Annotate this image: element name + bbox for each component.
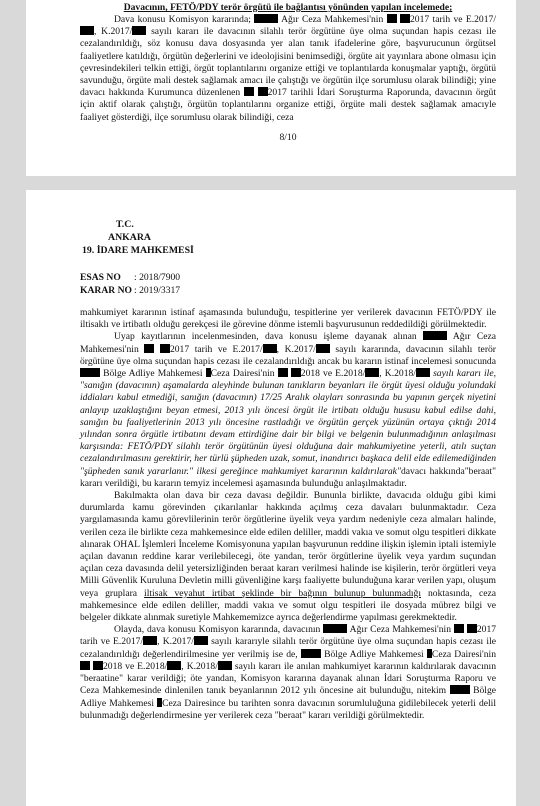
redaction-block (143, 636, 157, 645)
court-name: 19. İDARE MAHKEMESİ (82, 245, 194, 256)
text-segment: K.2018/ (384, 368, 416, 380)
underlined-text: iltisak veyahut irtibat şeklinde bir bağının bulunup bulunmadığı (144, 587, 422, 599)
redaction-block (278, 368, 288, 377)
redaction-block (254, 14, 278, 23)
paragraph-intro: mahkumiyet kararının istinaf aşamasında bulunduğu, tespitlerine yer verilerek davacının FETÖ/PDY ile iltisaklı ve irtibatlı olduğu gerekçesi ile görevine dönme istemli başvurusunun reddedildiği görülmektedir. (80, 307, 496, 331)
page-number: 8/10 (279, 131, 297, 143)
karar-value: : 2019/3317 (134, 285, 181, 296)
redaction-block (194, 636, 208, 645)
text-segment: sayılı kararı ile davacının silahlı terör örgütüne üye olma suçundan hapis cezası ile cezalandırıldığı, söz konusu dava dosyasında yer alan tanık ifadelerine göre, başvurucunun örgütsel faaliyetlere katıldığı, örgütün değerlerini ve ideolojisini benimsediği, örgüte ait yayınlara abone olmasıı için çevresindekileri telkin ettiği, örgüt toplantılarını organize ettiği ve toplantılarda konuşmalar yaptığı, örgütü savunduğu, örgüte mali destek sağlamak amacı ile çalıştığı ve örgütün ilçe sorumlusu olarak bilindiği; yine davacı hakkında Kurumunca düzenlenen (80, 26, 496, 99)
redaction-block (167, 661, 181, 670)
esas-value: : 2018/7900 (134, 272, 181, 283)
karar-row (80, 284, 496, 297)
section-heading: Davacının, FETÖ/PDY terör örgütü ile bağlantısı yönünden yapılan incelemede; (123, 2, 453, 13)
redaction-block (454, 624, 464, 633)
document-page-top (26, 0, 516, 176)
text-segment: 2017 tarih ve E.2017/ (169, 343, 263, 355)
court-country: T.C. (116, 219, 134, 230)
text-segment: 2018 ve E.2018/ (102, 660, 168, 672)
redaction-block (160, 344, 170, 353)
redaction-block (218, 661, 232, 670)
text-segment: Ağır Ceza Mahkemesi'nin (349, 624, 451, 636)
text-segment: K.2017/ (101, 26, 133, 38)
redaction-block (144, 344, 154, 353)
redaction-block (244, 87, 254, 96)
text-segment: Ağır Ceza Mahkemesi'nin (80, 331, 496, 355)
court-city: ANKARA (108, 232, 151, 243)
redaction-block (400, 14, 410, 23)
paragraph-criminal-case (80, 490, 496, 624)
paragraph-assessment: Olayda, dava konusu Komisyon kararında, davacının Ağır Ceza Mahkemesi'nin 2017 tarih ve E.2017/ , K.2017/ sayılı kararıyle silahlı terör örgütüne üye olma suçundan hapis cezası ile cezalandırıldığı değerlendirilmesine yer verilmiş ise de, Bölge Adliye Mahkemesi Ceza Dairesi'nin 2018 ve E.2018/ , K.2018/ sayılı kararı ile anılan mahkumiyet kararının kaldırılarak davacının "beraatine" karar verildiği; öte yandan, Komisyon kararına dayanak alınan İdari Soruşturma Raporu ve Ceza Mahkemesinde dinlenilen tanık beyanlarının 2012 yılı öncesine ait bulunduğu, nitekim Bölge Adliye Mahkemesi Ceza Dairesince bu tarihten sonra davacının sorumluluğuna gidilebilecek yeterli delil bulunmadığı değerlendirmesine yer verilerek ceza "beraat" kararı verildiği görülmektedir. (80, 624, 497, 721)
redaction-block (80, 661, 90, 670)
text-segment: Ceza Dairesince bu tarihten sonra davacının sorumluluğuna gidilebilecek yeterli delil bulunmadığı değerlendirmesine yer verilerek ceza "beraat" kararı verildiği görülmektedir. (80, 697, 496, 721)
text-segment: sayılı kararı ile anılan mahkumiyet kararının kaldırılarak davacının "beraatine" karar verildiği; öte yandan, Komisyon kararına dayanak alınan İdari Soruşturma Raporu ve Ceza Mahkemesinde dinlenilen tanık beyanlarının 2012 yılı öncesine ait bulunduğu, nitekim (80, 660, 496, 697)
redaction-block (258, 87, 268, 96)
text-segment: K.2018/ (186, 660, 218, 672)
text-segment: noktasında, ceza mahkemesince elde edilen deliller, maddi vakıa ve somut olgu tespitleri ile dosyada mübrez bilgi ve belgeler dikkate alınmak suretiyle Mahkememizce ayrıca değerlendirme yapılması gerekmektedir. (80, 587, 496, 624)
redaction-block (423, 331, 447, 340)
text-segment: sayılı kararında, davacının silahlı terör örgütüne üye olma suçundan hapis cezası ile cezalandırıldığı ancak bu kararın istinaf incelemesi sonucunda (80, 343, 497, 367)
text-segment: Bölge Adliye Mahkemesi (80, 685, 496, 709)
text-segment: 2017 tarih ve E.2017/ (80, 624, 497, 648)
paragraph-commission-decision: Dava konusu Komisyon kararında; Ağır Ceza Mahkemesi'nin 2017 tarih ve E.2017/, K.2017/ sayılı kararı ile davacının silahlı terör örgütüne üye olma suçundan hapis cezası ile cezalandırıldığı, söz konusu dava dosyasında yer alan tanık ifadelerine göre, başvurucunun örgütsel faaliyetlere katıldığı, örgütün değerlerini ve ideolojisini benimsediği, örgüte ait yayınlara abone olmasıı için çevresindekileri telkin ettiği, örgüt toplantılarını organize ettiği ve toplantılarda konuşmalar yaptığı, örgütü savunduğu, örgüte mali destek sağlamak amacı ile çalıştığı ve örgütün ilçe sorumlusu olarak bilindiği; yine davacı hakkında Kurumunca düzenlenen 2017 tarihli İdari Soruşturma Raporunda, davacının örgüt için aktif olarak çalıştığı, örgütün toplantılarını organize ettiği, örgüte mali destek sağlamak amacıyle faaliyet gösterdiği, ilçe sorumlusu olarak bilindiği, ceza (80, 14, 496, 123)
text-segment: sayılı kararıyle silahlı terör örgütüne üye olma suçundan hapis cezası ile cezalandırıldığı değerlendirilmesine yer verilmiş ise de, (80, 636, 497, 660)
redaction-block (450, 685, 470, 694)
redaction-block (365, 368, 379, 377)
redaction-block (93, 661, 103, 670)
text-segment: 2017 tarihli İdari Soruşturma Raporunda, davacının örgüt için aktif olarak çalıştığı, örgütün toplantılarını organize ettiği, örgüte mali destek sağlamak amacıyle faaliyet gösterdiği, ilçe sorumlusu olarak bilindiği, ceza (80, 87, 496, 123)
redaction-block (467, 624, 477, 633)
quoted-ruling: sayılı kararı ile, "sanığın (davacının) aşamalarda aleyhinde bulunan tanıkların beyanları ile örgüt üyesi olduğu yolundaki iddiaları kabul etmediği, sanığın (davacının) 17/25 Aralık olayları sonrasında bu yapının gerçek niyetini anlayıp uzaklaştığını beyan etmesi, 2013 yılı öncesi örgüt ile irtibatı olduğu hususu kabul edilse dahi, sanığın bu faaliyetlerinin 2013 yılı öncesine rastladığı ve örgütün gerçek yüzünün ortaya çıktığı 2014 yılından sonra örgütle irtibatını devam ettirdiğine dair bir bilgi ve belgenin bulunmadığının anlaşılması karşısında: FETÖ/PDY silahlı terör örgütünün üyesi olduğuna dair mahkumiyetine yeterli, atılı suçtan cezalandırılmasını gerektirir, her türlü şüpheden uzak, somut, inandırıcı başkaca delil elde edilemediğinden "şüpheden sanık yararlanır." ilkesi gereğince mahkumiyet kararının kaldırılarak" (80, 368, 496, 477)
paragraph-uyap-review: Uyap kayıtlarının incelenmesinden, dava konusu işleme dayanak alınan Ağır Ceza Mahkemesi'nin 2017 tarih ve E.2017/ , K.2017/ sayılı kararında, davacının silahlı terör örgütüne üye olma suçundan hapis cezası ile cezalandırıldığı ancak bu kararın istinaf incelemesi sonucunda Bölge Adliye Mahkemesi Ceza Dairesi'nin 2018 ve E.2018/ , K.2018/ sayılı kararı ile, "sanığın (davacının) aşamalarda aleyhinde bulunan tanıkların beyanları ile örgüt üyesi olduğu yolundaki iddiaları kabul etmediği, sanığın (davacının) 17/25 Aralık olayları sonrasında bu yapının gerçek niyetini anlayıp uzaklaştığını beyan etmesi, 2013 yılı öncesi örgüt ile irtibatı olduğu hususu kabul edilse dahi, sanığın bu faaliyetlerinin 2013 yılı öncesine rastladığı ve örgütün gerçek yüzünün ortaya çıktığı 2014 yılından sonra örgütle irtibatını devam ettirdiğine dair bir bilgi ve belgenin bulunmadığının anlaşılması karşısında: FETÖ/PDY silahlı terör örgütünün üyesi olduğuna dair mahkumiyetine yeterli, atılı suçtan cezalandırılmasını gerektirir, her türlü şüpheden uzak, somut, inandırıcı başkaca delil elde edilemediğinden "şüpheden sanık yararlanır." ilkesi gereğince mahkumiyet kararının kaldırılarak"davacı hakkında"beraat" kararı verildiği, bu kararın temyiz incelemesi aşamasında bulunduğu anlaşılmaktadır. (80, 331, 497, 489)
text-segment: Bölge Adliye Mahkemesi (324, 648, 424, 660)
redaction-block (416, 368, 430, 377)
redaction-block (316, 344, 330, 353)
redaction-block (323, 624, 347, 633)
redaction-block (132, 26, 146, 35)
text-segment: Uyap kayıtlarının incelenmesinden, dava konusu işleme dayanak alınan (114, 331, 417, 343)
redaction-block (291, 368, 301, 377)
redaction-block (301, 649, 321, 658)
text-segment: K.2017/ (162, 636, 194, 648)
redaction-block (387, 14, 397, 23)
karar-label: KARAR NO (80, 285, 132, 296)
text-segment: K.2017/ (284, 343, 316, 355)
text-segment: Ceza Dairesi'nin (210, 368, 275, 380)
text-segment: davacı hakkında"beraat" kararı verildiği, bu kararın temyiz incelemesi aşamasında bulunduğu anlaşılmaktadır. (80, 465, 496, 489)
text-segment: 2017 tarih ve E.2017/ (410, 14, 496, 25)
court-header (82, 218, 496, 257)
file-numbers (80, 271, 496, 297)
text-segment: Bakılmakta olan dava bir ceza davası değildir. Bununla birlikte, davacıda olduğu gibi kimi durumlarda kamu görevinden çıkarılanlar hakkında açılmış ceza davaları bulunmaktadır. Ceza yargılamasında kamu görevlilerinin terör örgütlerine üyelik veya yardım nedeniyle ceza almaları halinde, verilen ceza ile birlikte ceza mahkemesince elde edilen deliller, maddi vakıa ve somut olgu tespitleri dikkate alınarak OHAL İşlemleri İnceleme Komisyonuna yapılan başvurunun reddine ilişkin işlemin iptali istemiyle açılan davanın reddine karar verilebilecegi, öte yandan, terör örgütlerine üyelik veya yardım suçundan açılan ceza davasında delil yetersizliğinden beraat kararı verilmesi halinde ise kişilerin, terör örgütleri veya Milli Güvenlik Kuruluna Devletin milli güvenliğine karşı faaliyette bulunduğuna karar verilen yapı, oluşum veya gruplara (80, 490, 496, 599)
redaction-block (263, 344, 277, 353)
text-segment: Ağır Ceza Mahkemesi'nin (281, 14, 384, 25)
redaction-block (80, 26, 94, 35)
esas-label: ESAS NO (80, 272, 121, 283)
text-segment: Ceza Dairesi'nin (431, 648, 496, 660)
redaction-block (80, 368, 100, 377)
text-segment: Olayda, dava konusu Komisyon kararında, davacının (114, 624, 321, 636)
text-segment: 2018 ve E.2018/ (300, 368, 366, 380)
text-segment: Bölge Adliye Mahkemesi (103, 368, 203, 380)
text-segment: Dava konusu Komisyon kararında; (114, 14, 251, 25)
esas-row (80, 271, 496, 284)
document-page-main (26, 190, 516, 806)
